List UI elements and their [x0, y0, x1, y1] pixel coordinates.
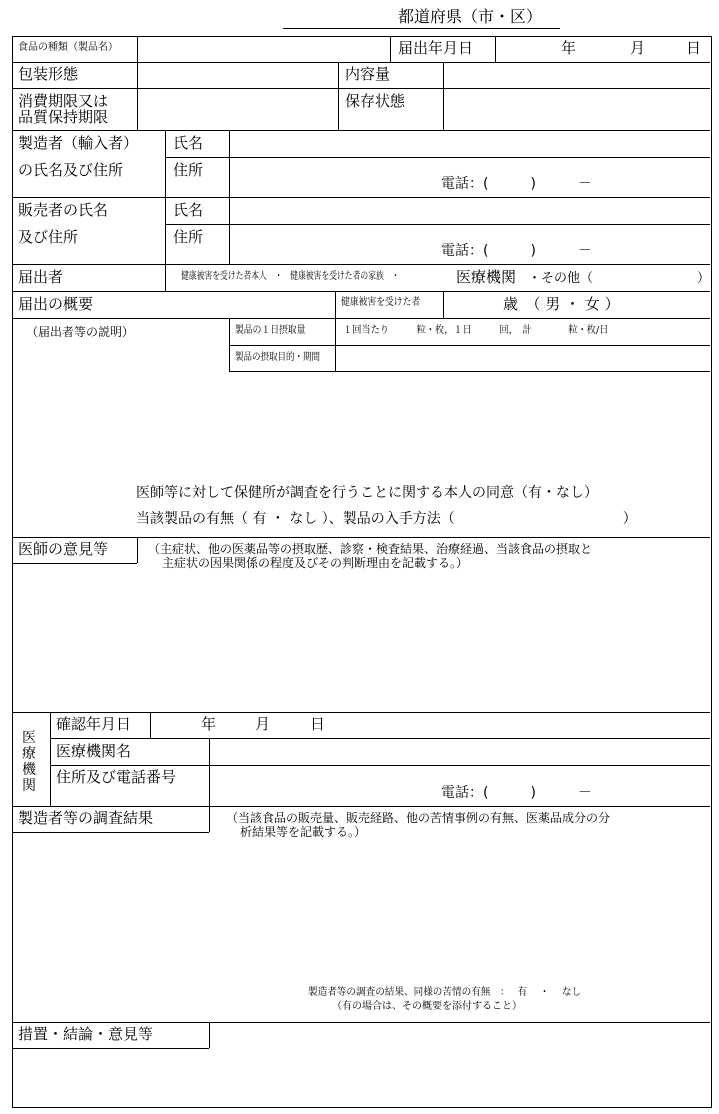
confirm-date-year[interactable]: 年: [201, 715, 217, 733]
seller-address-label: 住所: [173, 228, 204, 246]
seller-label-line2: 及び住所: [18, 228, 79, 246]
notifier-other-option[interactable]: ・その他（ ）: [528, 271, 711, 286]
similar-cases[interactable]: 製造者等の調査の結果、同様の苦情の有無 ： 有 ・ なし: [308, 987, 582, 998]
confirm-date-label: 確認年月日: [56, 715, 132, 733]
victim-label: 健康被害を受けた者: [341, 297, 421, 308]
investigation-note-line2: 析結果等を記載する。）: [240, 825, 367, 839]
confirm-date-month[interactable]: 月: [255, 715, 271, 733]
product-availability[interactable]: 当該製品の有無（ 有 ・ なし ）、製品の入手方法（ ）: [136, 511, 637, 527]
medical-institution-phone[interactable]: 電話：( ) －: [441, 785, 592, 801]
manufacturer-label-line2: の氏名及び住所: [18, 161, 124, 179]
seller-name-label: 氏名: [173, 201, 204, 219]
explanation-note: （届出者等の説明）: [26, 325, 135, 339]
measures-label: 措置・結論・意見等: [18, 1025, 154, 1043]
confirm-date-day[interactable]: 日: [310, 715, 326, 733]
medical-institution-side-label: 医療機関: [22, 730, 36, 794]
daily-intake-label: 製品の１日摂取量: [235, 325, 306, 336]
doctor-note-line1: （主症状、他の医薬品等の摂取歴、診察・検査結果、治療経過、当該食品の摂取と: [148, 542, 593, 556]
doctor-opinion-label: 医師の意見等: [18, 540, 109, 558]
storage-state-label: 保存状態: [345, 92, 406, 110]
notifier-label: 届出者: [18, 268, 64, 286]
expiry-label-line2: 品質保持期限: [18, 108, 109, 126]
notification-date-label: 届出年月日: [398, 39, 474, 57]
manufacturer-name-label: 氏名: [173, 134, 204, 152]
manufacturer-phone[interactable]: 電話：( ) －: [441, 176, 592, 192]
prefecture-label: 都道府県（市・区）: [398, 7, 543, 26]
manufacturer-label-line1: 製造者（輸入者）: [18, 134, 139, 152]
notifier-options[interactable]: 健康被害を受けた者本人 ・ 健康被害を受けた者の家族 ・: [181, 271, 400, 282]
volume-label: 内容量: [345, 65, 391, 83]
medical-institution-name-label: 医療機関名: [56, 742, 132, 760]
manufacturer-address-label: 住所: [173, 161, 204, 179]
investigation-note-line1: （当該食品の販売量、販売経路、他の苦情事例の有無、医薬品成分の分: [226, 811, 611, 825]
victim-age-sex[interactable]: 歳 （ 男 ・ 女 ）: [503, 295, 620, 313]
seller-label-line1: 販売者の氏名: [18, 201, 109, 219]
consent-statement[interactable]: 医師等に対して保健所が調査を行うことに関する本人の同意（有・なし）: [136, 485, 598, 501]
notification-date-year[interactable]: 年: [561, 39, 577, 57]
prefecture-underline: [283, 28, 560, 29]
investigation-label: 製造者等の調査結果: [18, 809, 154, 827]
product-type-label: 食品の種類（製品名）: [18, 42, 118, 53]
notifier-medical-option[interactable]: 医療機関: [456, 268, 517, 286]
doctor-note-line2: 主症状の因果関係の程度及びその判断理由を記載する。）: [162, 556, 469, 570]
package-form-label: 包装形態: [18, 65, 79, 83]
notification-date-day[interactable]: 日: [686, 39, 702, 57]
daily-intake-value[interactable]: １回当たり 粒・枚，１日 回， 計 粒・枚/日: [343, 325, 609, 336]
seller-phone[interactable]: 電話：( ) －: [441, 243, 592, 259]
expiry-label-line1: 消費期限又は: [18, 92, 109, 110]
medical-institution-address-label: 住所及び電話番号: [56, 768, 177, 786]
notification-date-month[interactable]: 月: [630, 39, 646, 57]
summary-label: 届出の概要: [18, 295, 94, 313]
attach-note: （有の場合は、その概要を添付すること）: [332, 1001, 522, 1012]
intake-purpose-label: 製品の摂取目的・期間: [235, 352, 320, 363]
